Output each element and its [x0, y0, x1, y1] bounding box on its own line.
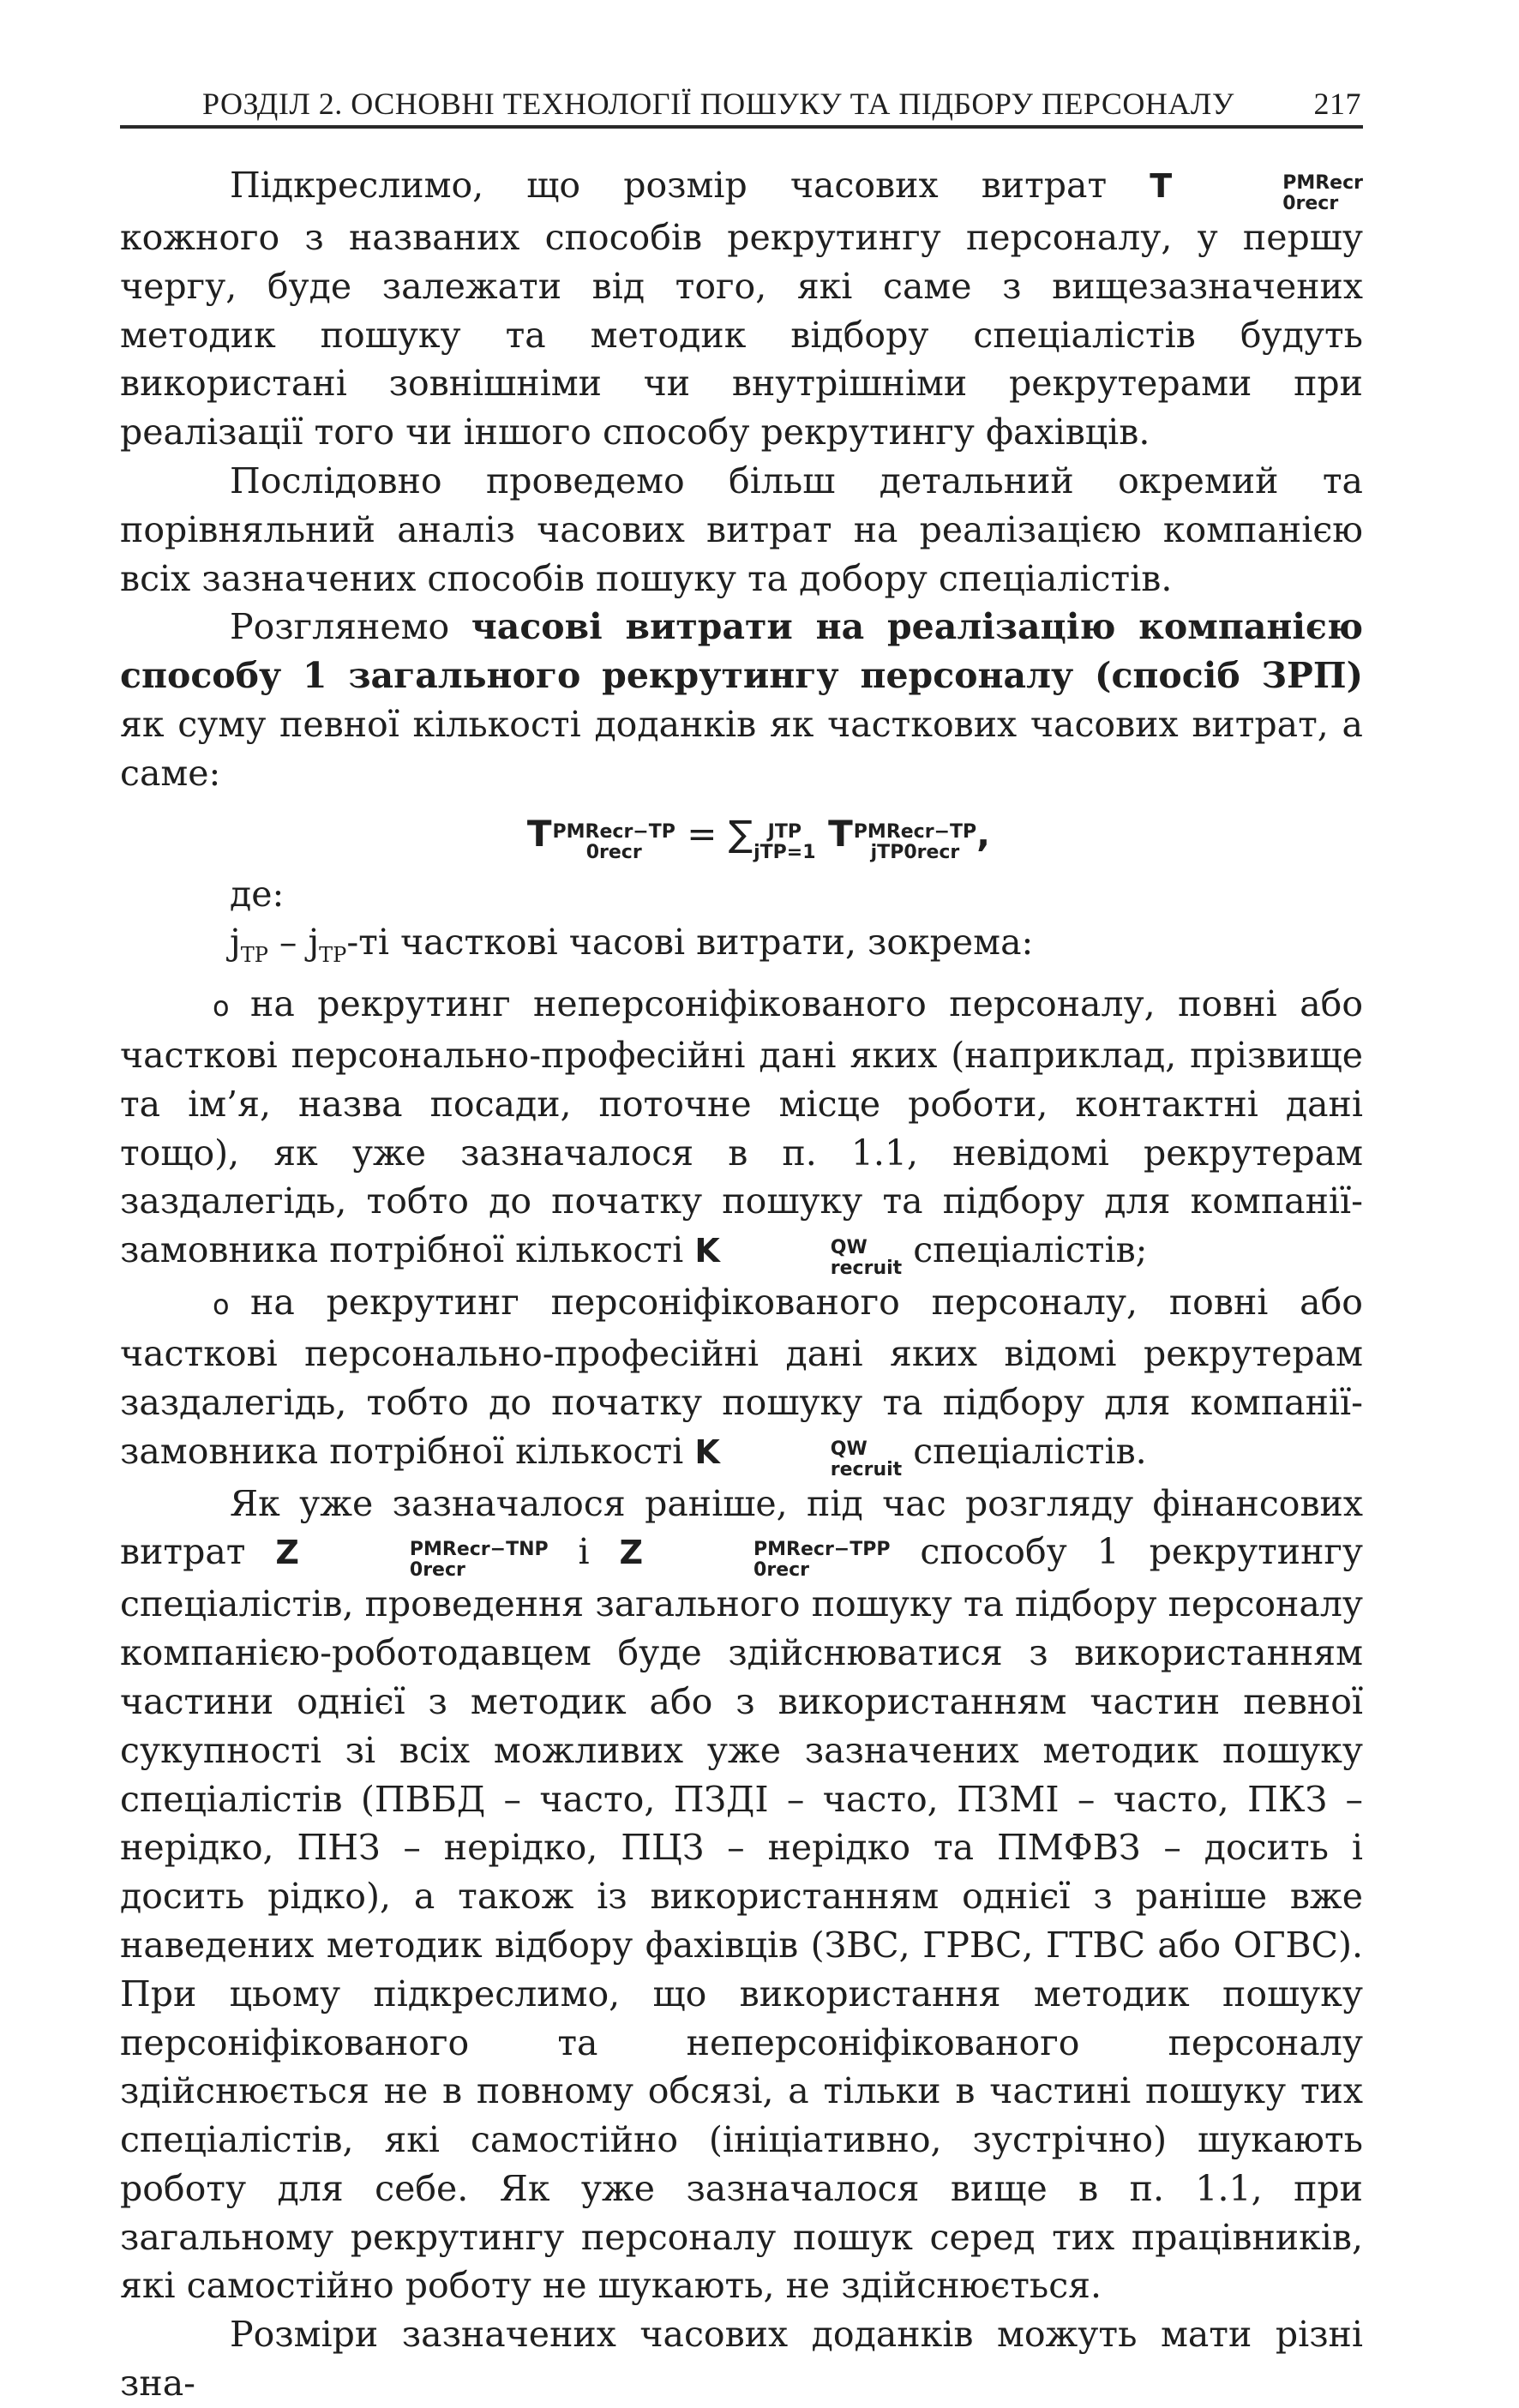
symbol-base: T — [1150, 167, 1173, 205]
symbol-base: Z — [619, 1534, 644, 1572]
page-number: 217 — [1313, 87, 1361, 121]
list-item-personified — [120, 1278, 1363, 1479]
symbol-k-qw — [694, 1432, 903, 1480]
jtp-dash: – j — [267, 922, 320, 964]
jtp-symbol: j — [230, 922, 241, 964]
formula-comma: , — [976, 812, 991, 855]
symbol-subscript: 0recr — [753, 1559, 809, 1582]
symbol-base: Z — [275, 1534, 299, 1572]
paragraph-4-text-a: Як уже зазначалося раніше, під час розгляду фінансових витрат — [120, 1482, 1363, 1573]
paragraph-4 — [120, 1480, 1363, 2311]
paragraph-1 — [120, 161, 1363, 457]
symbol-superscript: PMRecr−TPP — [753, 1539, 891, 1561]
formula-rhs-base: T — [815, 812, 853, 855]
paragraph-1-text-a: Підкреслимо, що розмір часових витрат — [230, 165, 1150, 206]
list-item-text-a: на рекрутинг персоніфікованого персоналу, повні або часткові персонально-професійні дані яких відомі рекрутерам заздалегідь, тобто до початку пошуку та підбору для компанії-замовника потрібної кількості — [120, 1282, 1363, 1472]
paragraph-3-bold-text: часові витрати на реалізацію компанією способу 1 загального рекрутингу персоналу (спосіб ЗРП) — [120, 606, 1363, 697]
formula-lhs-sup: PMRecr−TP — [552, 820, 675, 843]
jtp-definition — [120, 918, 1363, 980]
paragraph-3-text-a: Розглянемо — [230, 606, 471, 648]
paragraph-4-text-b: способу 1 рекрутингу спеціалістів, проведення загального пошуку та підбору персоналу компанією-роботодавцем буде здійснюватися з використанням частини однієї з методик або з використанням частин певної сукупності зі всіх можливих уже зазначених методик пошуку спеціалістів (ПВБД – часто, ПЗДІ – часто, ПЗМІ – часто, ПКЗ – нерідко, ПНЗ – нерідко, ПЦЗ – нерідко та ПМФВЗ – досить і досить рідко), а також із використанням однієї з раніше вже наведених методик відбору фахівців (ЗВС, ГРВС, ГТВС або ОГВС). При цьому підкреслимо, що використання методик пошуку персоніфікованого та неперсоніфікованого персоналу здійснюється не в повному обсязі, а тільки в частині пошуку тих спеціалістів, які самостійно (ініціативно, зустрічно) шукають роботу для себе. Як уже зазначалося вище в п. 1.1, при загальному рекрутингу персоналу пошук серед тих працівників, які самостійно роботу не шукають, не здійснюється. — [120, 1531, 1364, 2307]
running-header — [120, 82, 1363, 129]
symbol-subscript: 0recr — [1282, 193, 1339, 214]
sum-symbol: ∑ — [728, 812, 753, 855]
symbol-base: K — [694, 1232, 720, 1270]
formula-lhs-base: T — [526, 812, 552, 855]
jtp-text: -ті часткові часові витрати, зокрема: — [346, 922, 1034, 964]
formula-rhs-sub: jTP0recr — [870, 841, 960, 863]
list-item-text-a: на рекрутинг неперсоніфікованого персоналу, повні або часткові персонально-професійні дані яких (наприклад, прізвище та ім’я, назва посади, поточне місце роботи, контактні дані тощо), як уже зазначалося в п. 1.1, невідомі рекрутерам заздалегідь, тобто до початку пошуку та підбору для компанії-замовника потрібної кількості — [120, 983, 1363, 1271]
jtp-subscript: TP — [240, 943, 268, 968]
symbol-superscript: PMRecr−TNP — [409, 1539, 549, 1561]
symbol-z-tnp — [275, 1534, 549, 1582]
symbol-superscript: QW — [830, 1438, 868, 1460]
list-item-text-b: спеціалістів. — [902, 1430, 1147, 1472]
symbol-superscript: QW — [830, 1237, 868, 1259]
paragraph-2: Послідовно проведемо більш детальний окремий та порівняльний аналіз часових витрат на реалізацією компанією всіх зазначених способів пошуку та добору спеціалістів. — [120, 459, 1363, 599]
symbol-subscript: recruit — [830, 1258, 903, 1280]
paragraph-3-text-b: як суму певної кількості доданків як часткових часових витрат, а саме: — [120, 703, 1363, 794]
where-label: де: — [230, 873, 285, 915]
symbol-t-pmrecr — [1150, 167, 1363, 214]
chapter-title: РОЗДІЛ 2. ОСНОВНІ ТЕХНОЛОГІЇ ПОШУКУ ТА ПІДБОРУ ПЕРСОНАЛУ — [202, 87, 1234, 121]
list-item-nonpersonified — [120, 980, 1363, 1278]
symbol-superscript: PMRecr — [1282, 172, 1363, 194]
page-body — [120, 161, 1363, 2408]
sum-upper-limit: JTP — [767, 820, 802, 843]
paragraph-1-text-b: кожного з названих способів рекрутингу персоналу, у першу чергу, буде залежати від того, які саме з вищезазначених методик пошуку та методик відбору спеціалістів будуть використані зовнішніми чи внутрішніми рекрутерами при реалізації того чи іншого способу рекрутингу фахівців. — [120, 217, 1363, 453]
paragraph-5: Розміри зазначених часових доданків можуть мати різні зна- — [120, 2314, 1363, 2405]
symbol-z-tpp — [619, 1534, 891, 1582]
symbol-subscript: 0recr — [409, 1559, 465, 1582]
sum-lower-limit: jTP=1 — [753, 841, 816, 863]
list-item-text-b: спеціалістів; — [902, 1229, 1148, 1271]
formula-sum — [120, 798, 1363, 870]
formula-equals: = — [675, 812, 729, 855]
jtp-subscript-2: TP — [319, 943, 347, 968]
circle-bullet-icon: o — [213, 1288, 230, 1322]
symbol-base: K — [694, 1432, 720, 1471]
symbol-subscript: recruit — [830, 1458, 903, 1480]
paragraph-4-conjunction: і — [548, 1531, 620, 1573]
paragraph-3 — [120, 603, 1363, 797]
symbol-k-qw — [694, 1232, 903, 1280]
circle-bullet-icon: o — [213, 990, 230, 1024]
formula-lhs-sub: 0recr — [585, 841, 642, 863]
formula-rhs-sup: PMRecr−TP — [853, 820, 977, 843]
